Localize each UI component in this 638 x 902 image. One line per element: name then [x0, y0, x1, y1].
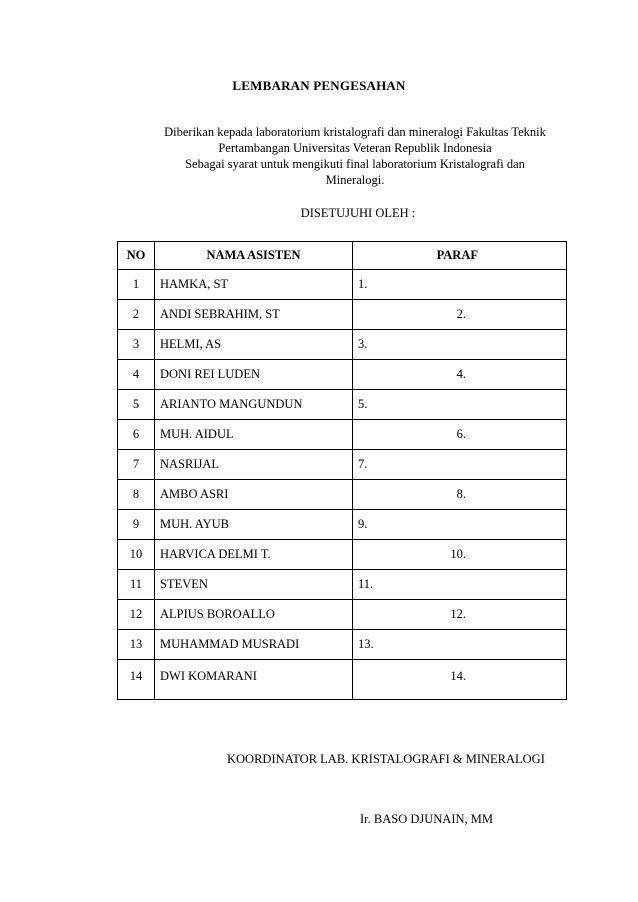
header-name: NAMA ASISTEN — [155, 242, 353, 270]
table-row — [118, 600, 567, 630]
table-row — [118, 270, 567, 300]
row-name: HARVICA DELMI T. — [155, 540, 353, 570]
table-header-row — [118, 242, 567, 270]
table-row — [118, 450, 567, 480]
row-name: DWI KOMARANI — [155, 660, 353, 700]
row-paraf: 13. — [353, 630, 567, 660]
row-paraf: 12. — [353, 600, 567, 630]
table-row — [118, 390, 567, 420]
row-name: STEVEN — [155, 570, 353, 600]
row-no: 3 — [118, 330, 155, 360]
row-no: 8 — [118, 480, 155, 510]
row-paraf: 6. — [353, 420, 567, 450]
row-name: MUH. AYUB — [155, 510, 353, 540]
intro-line-1: Diberikan kepada laboratorium kristalografi dan mineralogi Fakultas Teknik — [164, 125, 546, 139]
table-row — [118, 540, 567, 570]
row-paraf: 3. — [353, 330, 567, 360]
row-no: 13 — [118, 630, 155, 660]
row-name: DONI REI LUDEN — [155, 360, 353, 390]
row-paraf: 9. — [353, 510, 567, 540]
table-row — [118, 570, 567, 600]
row-name: AMBO ASRI — [155, 480, 353, 510]
intro-line-4: Mineralogi. — [325, 173, 385, 187]
row-name: ARIANTO MANGUNDUN — [155, 390, 353, 420]
intro-line-2: Pertambangan Universitas Veteran Republik Indonesia — [218, 141, 492, 155]
table-row — [118, 300, 567, 330]
approved-by-label: DISETUJUHI OLEH : — [300, 206, 416, 220]
row-no: 6 — [118, 420, 155, 450]
row-paraf: 2. — [353, 300, 567, 330]
page-title: LEMBARAN PENGESAHAN — [232, 78, 406, 93]
header-paraf: PARAF — [353, 242, 567, 270]
row-name: MUH. AIDUL — [155, 420, 353, 450]
row-no: 1 — [118, 270, 155, 300]
table-row — [118, 480, 567, 510]
table-row — [118, 420, 567, 450]
row-name: NASRIJAL — [155, 450, 353, 480]
table-body — [118, 270, 567, 700]
row-no: 11 — [118, 570, 155, 600]
row-paraf: 1. — [353, 270, 567, 300]
row-name: ANDI SEBRAHIM, ST — [155, 300, 353, 330]
table-row — [118, 510, 567, 540]
intro-paragraph — [145, 124, 565, 188]
table-row — [118, 630, 567, 660]
row-name: ALPIUS BOROALLO — [155, 600, 353, 630]
header-no: NO — [118, 242, 155, 270]
row-paraf: 11. — [353, 570, 567, 600]
row-no: 4 — [118, 360, 155, 390]
row-no: 12 — [118, 600, 155, 630]
intro-line-3: Sebagai syarat untuk mengikuti final laboratorium Kristalografi dan — [185, 157, 525, 171]
row-no: 14 — [118, 660, 155, 700]
row-no: 9 — [118, 510, 155, 540]
row-paraf: 10. — [353, 540, 567, 570]
row-no: 7 — [118, 450, 155, 480]
row-name: HAMKA, ST — [155, 270, 353, 300]
coordinator-title: KOORDINATOR LAB. KRISTALOGRAFI & MINERALOGI — [227, 752, 545, 766]
row-paraf: 7. — [353, 450, 567, 480]
table-row — [118, 360, 567, 390]
row-name: MUHAMMAD MUSRADI — [155, 630, 353, 660]
row-name: HELMI, AS — [155, 330, 353, 360]
table-row — [118, 330, 567, 360]
signer-name: Ir. BASO DJUNAIN, MM — [360, 812, 493, 826]
row-no: 10 — [118, 540, 155, 570]
row-no: 5 — [118, 390, 155, 420]
row-paraf: 8. — [353, 480, 567, 510]
row-no: 2 — [118, 300, 155, 330]
signature-table — [117, 241, 567, 700]
row-paraf: 5. — [353, 390, 567, 420]
row-paraf: 14. — [353, 660, 567, 700]
row-paraf: 4. — [353, 360, 567, 390]
table-row — [118, 660, 567, 700]
